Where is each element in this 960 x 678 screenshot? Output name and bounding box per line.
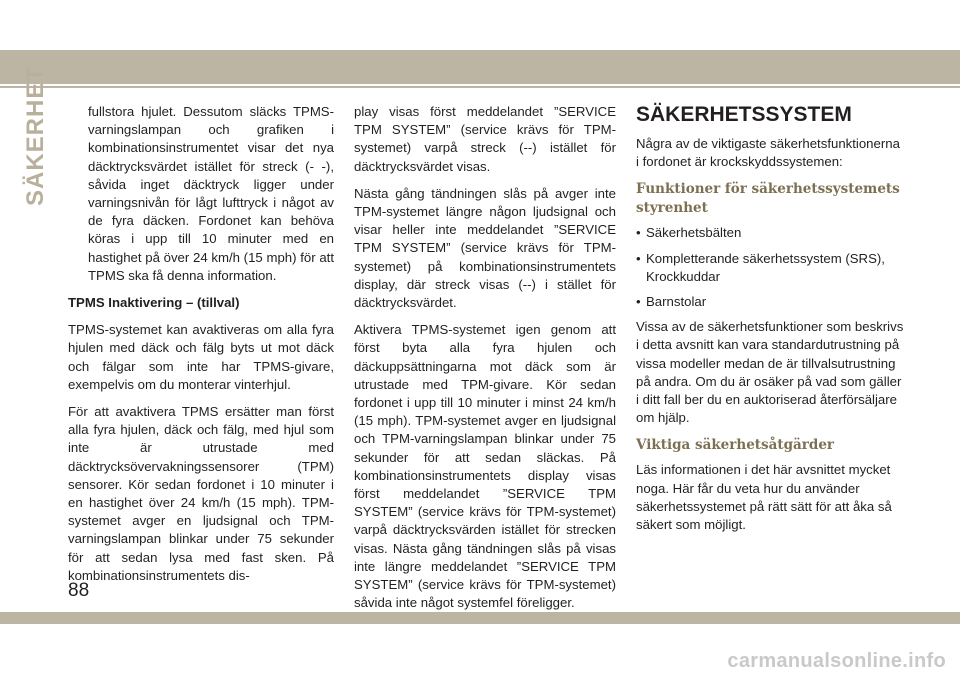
column-2 bbox=[354, 103, 616, 621]
paragraph: Läs informationen i det här avsnittet mycket noga. Här får du veta hur du använder säkerhetssystemet på rätt sätt för att åka så säkert som möjligt. bbox=[636, 462, 892, 533]
list-item: • Säkerhetsbälten bbox=[636, 224, 904, 242]
bullet-icon: • bbox=[636, 250, 641, 266]
section-heading: SÄKERHETSSYSTEM bbox=[636, 103, 852, 126]
watermark: carmanualsonline.info bbox=[727, 650, 946, 672]
top-band-rule bbox=[0, 86, 960, 88]
bottom-band bbox=[0, 612, 960, 624]
column-3 bbox=[636, 103, 904, 543]
paragraph: Nästa gång tändningen slås på avger inte TPM-systemet längre någon ljudsignal och visar heller inte meddelandet ”SERVICE TPM SYSTEM” (service krävs för TPM-systemet) på kombinationsinstrumentets display, där streck visas (--) i stället för däcktrycksvärdet. bbox=[354, 185, 616, 311]
column-1 bbox=[68, 103, 334, 594]
list-item: • Kompletterande säkerhetssystem (SRS), Krockkuddar bbox=[636, 250, 904, 286]
paragraph: Vissa av de säkerhetsfunktioner som beskrivs i detta avsnitt kan vara standardutrustning på vissa modeller medan de är tillvalsutrustning på andra. Om du är osäker på vad som gäller i ditt fall ber du en auktoriserad återförsäljare om hjälp. bbox=[636, 319, 904, 426]
bullet-icon: • bbox=[636, 294, 641, 310]
page-number: 88 bbox=[68, 580, 90, 601]
top-band bbox=[0, 50, 960, 84]
intro-paragraph: Några av de viktigaste säkerhetsfunktionerna i fordonet är krockskyddssystemen: bbox=[636, 136, 900, 170]
continued-paragraph: fullstora hjulet. Dessutom släcks TPMS-varningslampan och grafiken i kombinationsinstrumentet visar det nya däcktrycksvärdet istället för streck (- -), såvida inget däcktryck ligger under varningsnivån för lågt lufttryck i något av de fyra däcken. Fordonet kan behöva köras i upp till 10 minuter med en hastighet på över 24 km/h (15 mph) för att TPMS ska få denna information. bbox=[88, 104, 334, 283]
bullet-icon: • bbox=[636, 225, 641, 241]
list-item: • Barnstolar bbox=[636, 293, 904, 311]
tpms-deactivation-heading: TPMS Inaktivering – (tillval) bbox=[68, 295, 240, 311]
subheading-restraint-functions: Funktioner för säkerhetssystemets styrenhet bbox=[636, 181, 900, 217]
paragraph: TPMS-systemet kan avaktiveras om alla fyra hjulen med däck och fälg byts ut mot däck och fälgar som inte har TPMS-givare, exempelvis om du monterar vinterhjul. bbox=[68, 322, 334, 392]
section-side-label: SÄKERHET bbox=[22, 65, 49, 206]
paragraph: För att avaktivera TPMS ersätter man först alla fyra hjulen, däck och fälg, med hjul som inte är utrustade med däcktrycksövervakningssensorer (TPM) sensorer. Kör sedan fordonet i 10 minuter i en hastighet över 24 km/h (15 mph). TPM-systemet avger en ljudsignal och TPM-varningslampan blinkar under 75 sekunder för att sedan lysa med fast sken. På kombinationsinstrumentets dis- bbox=[68, 404, 334, 583]
subheading-safety-tips: Viktiga säkerhetsåtgärder bbox=[636, 437, 835, 454]
paragraph: play visas först meddelandet ”SERVICE TPM SYSTEM” (service krävs för TPM-systemet) varpå streck (--) istället för däcktrycksvärdet visas. bbox=[354, 104, 616, 174]
paragraph: Aktivera TPMS-systemet igen genom att först byta alla fyra hjulen och däckuppsättningarna mot däck som är utrustade med TPM-givare. Kör sedan fordonet i upp till 10 minuter i minst 24 km/h (15 mph). TPM-systemet avger en ljudsignal och TPM-varningslampan blinkar under 75 sekunder för att sedan släckas. På kombinationsinstrumentets display visas först meddelandet ”SERVICE TPM SYSTEM” (service krävs för TPM-systemet) varpå däcktrycksvärden istället för strecken visas. Nästa gång tändningen slås på visas inte längre meddelandet ”SERVICE TPM SYSTEM” (service krävs för TPM-systemet) såvida inte något systemfel föreligger. bbox=[354, 322, 616, 611]
